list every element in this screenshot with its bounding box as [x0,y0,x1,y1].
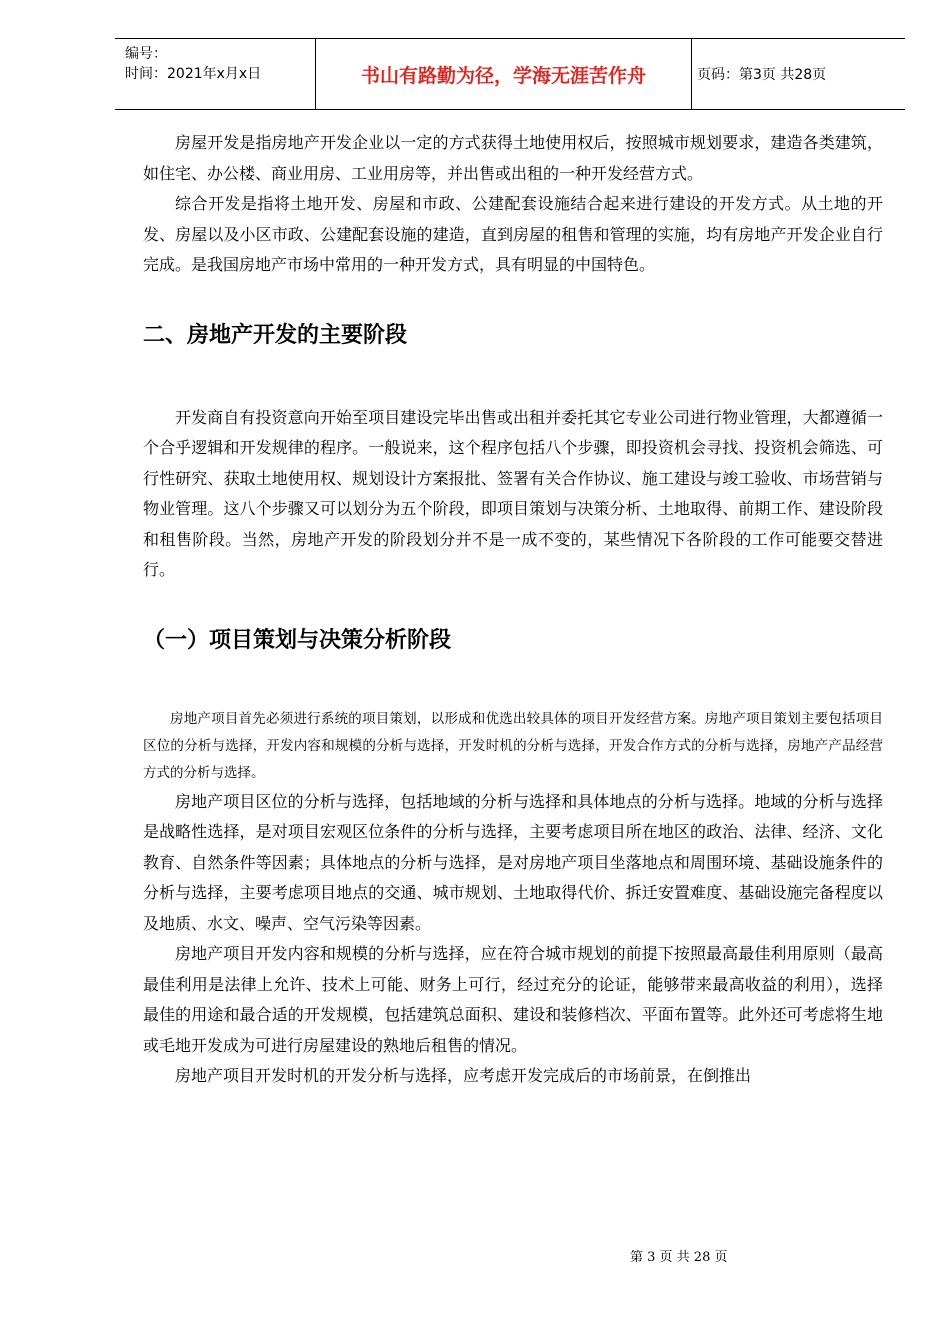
paragraph-content-scale-analysis: 房地产项目开发内容和规模的分析与选择，应在符合城市规划的前提下按照最高最佳利用原则（最高最佳利用是法律上允许、技术上可能、财务上可行，经过充分的论证，能够带来最高收益的利用），选择最佳的用途和最合适的开发规模，包括建筑总面积、建设和装修档次、平面布置等。此外还可考虑将生地或毛地开发成为可进行房屋建设的熟地后租售的情况。 [143,944,883,1055]
document-time-label: 时间：2021年x月x日 [125,66,262,82]
header-meta-cell [115,39,315,109]
page-header [115,38,905,110]
document-number-label: 编号： [125,46,167,62]
paragraph-housing-development: 房屋开发是指房地产开发企业以一定的方式获得土地使用权后，按照城市规划要求，建造各类建筑，如住宅、办公楼、商业用房、工业用房等，并出售或出租的一种开发经营方式。 [143,133,883,183]
header-motto: 书山有路勤为径，学海无涯苦作舟 [360,64,646,87]
subsection-heading-planning-stage: （一）项目策划与决策分析阶段 [143,627,452,653]
page-footer: 第 3 页 共 28 页 [630,1250,728,1265]
document-body [143,128,883,1092]
paragraph-development-procedure: 开发商自有投资意向开始至项目建设完毕出售或出租并委托其它专业公司进行物业管理，大都遵循一个合乎逻辑和开发规律的程序。一般说来，这个程序包括八个步骤，即投资机会寻找、投资机会筛选、可行性研究、获取土地使用权、规划设计方案报批、签署有关合作协议、施工建设与竣工验收、市场营销与物业管理。这八个步骤又可以划分为五个阶段，即项目策划与决策分析、土地取得、前期工作、建设阶段和租售阶段。当然，房地产开发的阶段划分并不是一成不变的，某些情况下各阶段的工作可能要交替进行。 [143,407,883,579]
header-motto-cell [315,39,692,109]
paragraph-comprehensive-development: 综合开发是指将土地开发、房屋和市政、公建配套设施结合起来进行建设的开发方式。从土地的开发、房屋以及小区市政、公建配套设施的建造，直到房屋的租售和管理的实施，均有房地产开发企业自行完成。是我国房地产市场中常用的一种开发方式，具有明显的中国特色。 [143,194,883,274]
paragraph-timing-analysis: 房地产项目开发时机的开发分析与选择，应考虑开发完成后的市场前景，在倒推出 [175,1066,752,1085]
section-heading-main-stages: 二、房地产开发的主要阶段 [143,322,408,348]
header-page-cell [691,39,905,109]
header-page-info: 页码：第3页 共28页 [697,67,827,83]
paragraph-location-analysis: 房地产项目区位的分析与选择，包括地域的分析与选择和具体地点的分析与选择。地域的分析与选择是战略性选择，是对项目宏观区位条件的分析与选择，主要考虑项目所在地区的政治、法律、经济、文化教育、自然条件等因素；具体地点的分析与选择，是对房地产项目坐落地点和周围环境、基础设施条件的分析与选择，主要考虑项目地点的交通、城市规划、土地取得代价、拆迁安置难度、基础设施完备程度以及地质、水文、噪声、空气污染等因素。 [143,791,883,933]
paragraph-project-planning: 房地产项目首先必须进行系统的项目策划，以形成和优选出较具体的项目开发经营方案。房地产项目策划主要包括项目区位的分析与选择，开发内容和规模的分析与选择，开发时机的分析与选择，开发合作方式的分析与选择，房地产产品经营方式的分析与选择。 [143,710,883,781]
